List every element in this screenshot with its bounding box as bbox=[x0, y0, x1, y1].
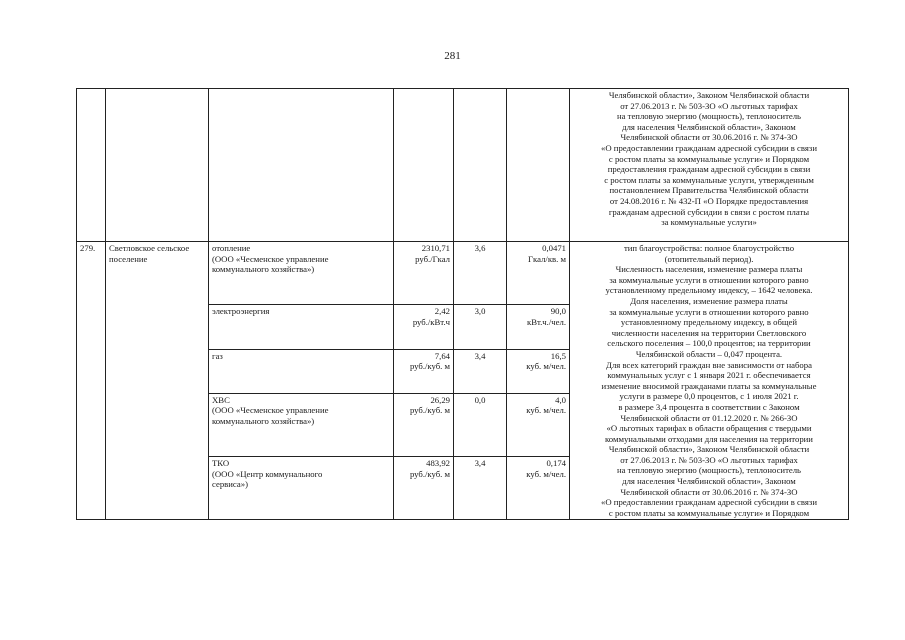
volume-value: 0,0471 Гкал/кв. м bbox=[507, 242, 570, 305]
entry-number: 279. bbox=[77, 242, 106, 520]
index-value: 3,0 bbox=[454, 305, 507, 349]
volume-value: 4,0 куб. м/чел. bbox=[507, 393, 570, 456]
tariff-value: 2310,71 руб./Гкал bbox=[394, 242, 454, 305]
table-row bbox=[77, 242, 849, 305]
service-solid-waste: ТКО (ООО «Центр коммунального сервиса») bbox=[209, 457, 394, 520]
tariff-value: 26,29 руб./куб. м bbox=[394, 393, 454, 456]
service-cold-water: ХВС (ООО «Чесменское управление коммунального хозяйства») bbox=[209, 393, 394, 456]
cell-empty bbox=[209, 89, 394, 242]
volume-value: 16,5 куб. м/чел. bbox=[507, 349, 570, 393]
continuation-row bbox=[77, 89, 849, 242]
index-value: 3,6 bbox=[454, 242, 507, 305]
cell-empty bbox=[77, 89, 106, 242]
volume-value: 90,0 кВт.ч./чел. bbox=[507, 305, 570, 349]
tariff-value: 2,42 руб./кВт.ч bbox=[394, 305, 454, 349]
index-value: 0,0 bbox=[454, 393, 507, 456]
municipality-name: Светловское сельское поселение bbox=[106, 242, 209, 520]
tariff-value: 7,64 руб./куб. м bbox=[394, 349, 454, 393]
entry-note: тип благоустройства: полное благоустройство (отопительный период). Численность населения, изменение размера платы за коммунальные услуги в отношении которого равно установленному предельному индексу, – 1642 человека. Доля населения, изменение размера платы за коммунальные услуги в отношении которого равно установленному предельному индексу, в общей численности населения на территории Светловского сельского поселения – 100,0 процентов; на территории Челябинской области – 0,047 процента. Для всех категорий граждан вне зависимости от набора коммунальных услуг с 1 января 2021 г. обеспечивается изменение вносимой гражданами платы за коммунальные услуги в размере 0,0 процентов, с 1 июля 2021 г. в размере 3,4 процента в соответствии с Законом Челябинской области от 01.12.2020 г. № 266-ЗО «О льготных тарифах в области обращения с твердыми коммунальными отходами для населения на территории Челябинской области», Законом Челябинской области от 27.06.2013 г. № 503-ЗО «О льготных тарифах на тепловую энергию (мощность), теплоноситель для населения Челябинской области», Законом Челябинской области от 30.06.2016 г. № 374-ЗО «О предоставлении гражданам адресной субсидии в связи с ростом платы за коммунальные услуги» и Порядком bbox=[570, 242, 849, 520]
cell-empty bbox=[454, 89, 507, 242]
continuation-note: Челябинской области», Законом Челябинской области от 27.06.2013 г. № 503-ЗО «О льготных тарифах на тепловую энергию (мощность), теплоноситель для населения Челябинской области», Законом Челябинской области от 30.06.2016 г. № 374-ЗО «О предоставлении гражданам адресной субсидии в связи с ростом платы за коммунальные услуги» и Порядком предоставления гражданам адресной субсидии в связи с ростом платы за коммунальные услуги, утвержденным постановлением Правительства Челябинской области от 24.08.2016 г. № 432-П «О Порядке предоставления гражданам адресной субсидии в связи с ростом платы за коммунальные услуги» bbox=[570, 89, 849, 242]
cell-empty bbox=[394, 89, 454, 242]
service-electricity: электроэнергия bbox=[209, 305, 394, 349]
service-heating: отопление (ООО «Чесменское управление коммунального хозяйства») bbox=[209, 242, 394, 305]
page-number: 281 bbox=[444, 50, 461, 62]
volume-value: 0,174 куб. м/чел. bbox=[507, 457, 570, 520]
service-gas: газ bbox=[209, 349, 394, 393]
index-value: 3,4 bbox=[454, 457, 507, 520]
tariff-value: 483,92 руб./куб. м bbox=[394, 457, 454, 520]
cell-empty bbox=[507, 89, 570, 242]
index-value: 3,4 bbox=[454, 349, 507, 393]
cell-empty bbox=[106, 89, 209, 242]
tariff-table bbox=[76, 88, 849, 520]
